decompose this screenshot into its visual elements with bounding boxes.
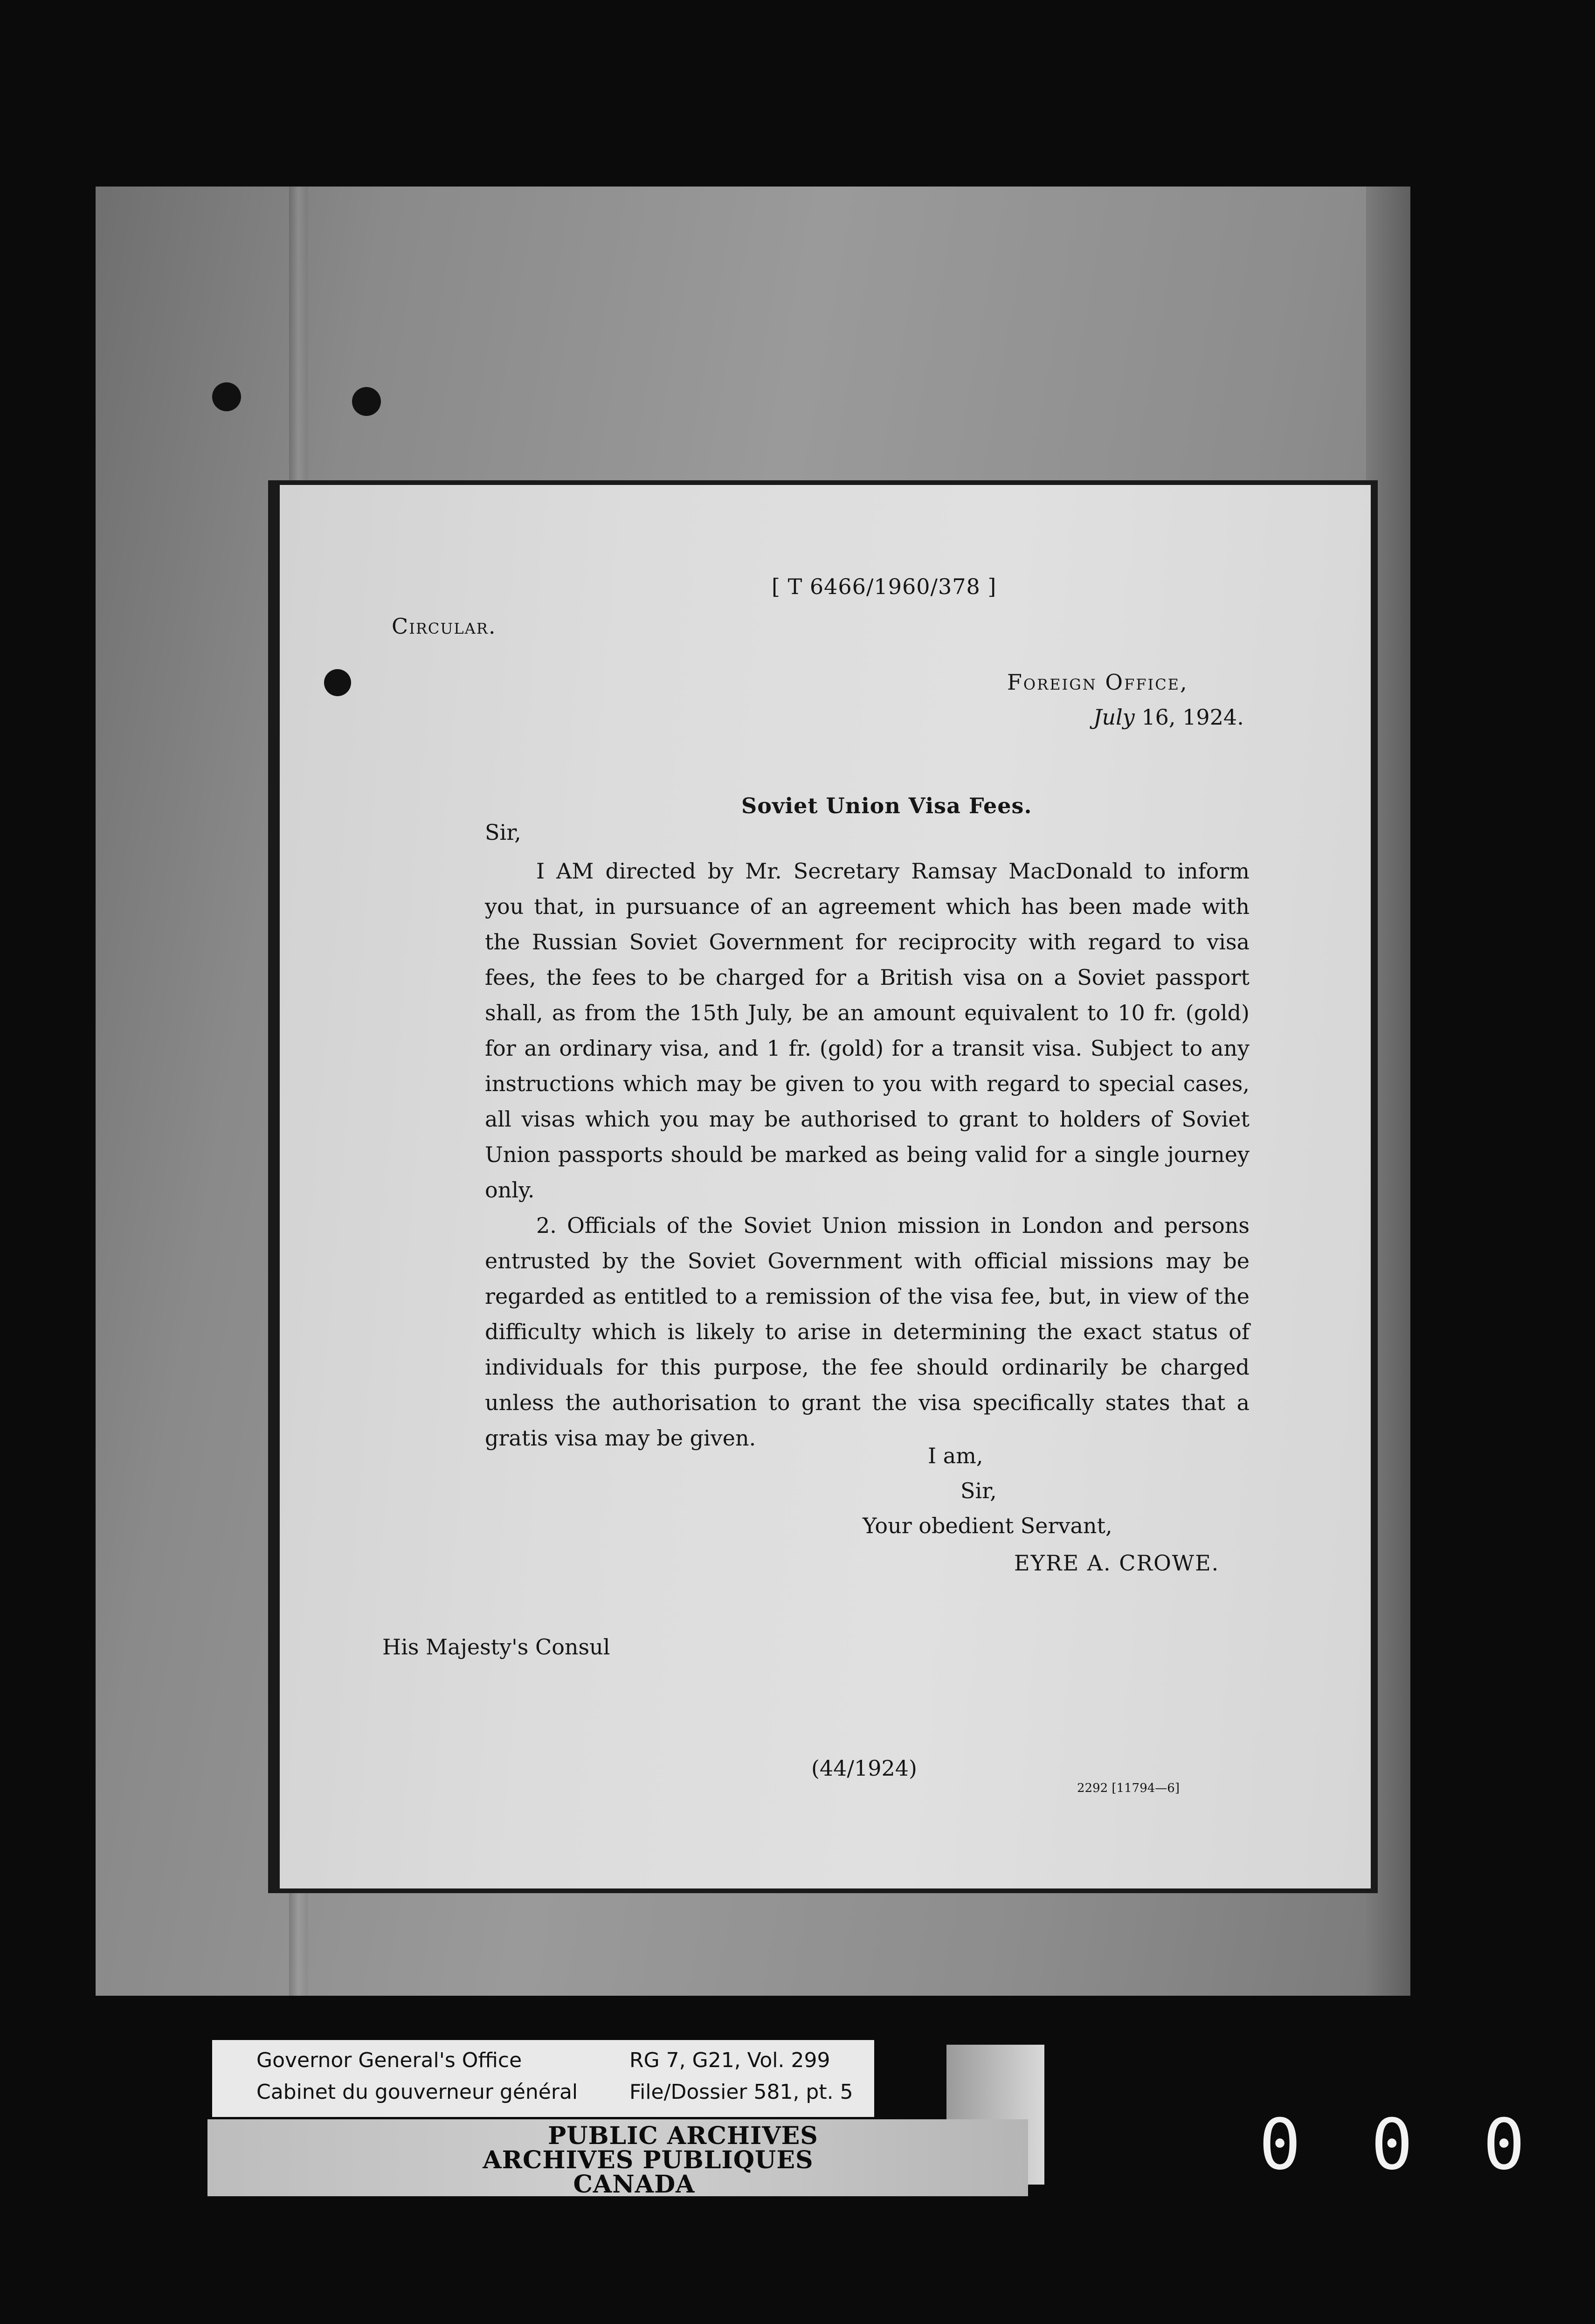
file-reference: File/Dossier 581, pt. 5 [629,2080,853,2104]
stamp-line: ARCHIVES PUBLIQUES [483,2146,814,2174]
circular-number: (44/1924) [811,1756,917,1781]
print-code: 2292 [11794—6] [1077,1781,1180,1795]
punch-hole [212,382,241,411]
signature: EYRE A. CROWE. [1014,1550,1220,1576]
circular-sheet [280,485,1371,1888]
salutation: Sir, [485,820,521,845]
closing-line: Your obedient Servant, [863,1513,1112,1538]
letter-body [485,853,1250,1456]
closing-line: I am, [928,1443,983,1468]
date-month: July [1093,705,1135,730]
public-archives-stamp [207,2119,1028,2199]
frame-counter: 000 [1259,2104,1595,2186]
punch-hole [352,387,381,416]
closing-line: Sir, [960,1478,997,1503]
paragraph: 2. Officials of the Soviet Union mission in London and persons entrusted by the Soviet Government with official missions may be regarded as entitled to a remission of the visa fee, but, in view of the difficulty which is likely to arise in determining the exact status of individuals for this purpose, the fee should ordinarily be charged unless the authorisation to grant the visa specifically states that a gratis visa may be given. [485,1213,1250,1451]
archive-reference-label [212,2040,874,2117]
office-name: Foreign Office, [1007,670,1188,695]
stamp-line: PUBLIC ARCHIVES [548,2122,818,2150]
date-line [1093,706,1244,728]
reference-number: [ T 6466/1960/378 ] [772,574,997,599]
subject-title: Soviet Union Visa Fees. [741,793,1032,818]
record-group-volume: RG 7, G21, Vol. 299 [629,2048,830,2072]
addressee: His Majesty's Consul [382,1634,610,1660]
stamp-line: CANADA [573,2170,695,2199]
punch-hole [324,669,351,696]
circular-label: Circular. [392,614,497,639]
paragraph: I AM directed by Mr. Secretary Ramsay MacDonald to inform you that, in pursuance of an agreement which has been made with the Russian Soviet Government for reciprocity with regard to visa fees, the fees to be charged for a British visa on a Soviet passport shall, as from the 15th July, be an amount equivalent to 10 fr. (gold) for an ordinary visa, and 1 fr. (gold) for a transit visa. Subject to any instructions which may be given to you with regard to special cases, all visas which you may be authorised to grant to holders of Soviet Union passports should be marked as being valid for a single journey only. [485,858,1250,1203]
org-name-en: Governor General's Office [256,2048,522,2072]
org-name-fr: Cabinet du gouverneur général [256,2080,578,2104]
date-day-year: 16, 1924. [1134,705,1244,730]
